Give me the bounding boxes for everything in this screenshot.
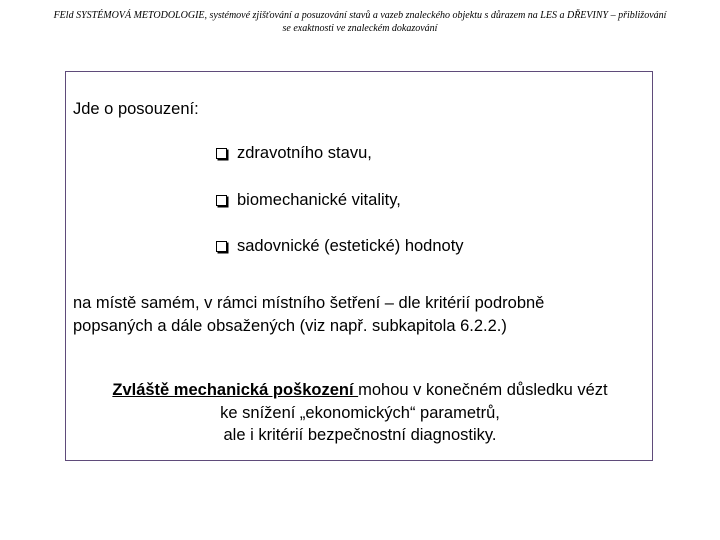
header-line-1: FEld SYSTÉMOVÁ METODOLOGIE, systémové zjišťování a posuzování stavů a vazeb znaleckého objektu s důrazem na LES a DŘEVINY – přibližování [53,10,667,21]
checkbox-bullet-icon [216,148,227,159]
paragraph-line-1: na místě samém, v rámci místního šetření – dle kritérií podrobně [73,294,545,312]
bullet-text: zdravotního stavu, [237,144,372,162]
conclusion-line-2: ke snížení „ekonomických“ parametrů, [220,403,500,422]
conclusion-line-1 [66,379,654,402]
list-item [216,142,464,189]
paragraph-line-2: popsaných a dále obsažených (viz např. subkapitola 6.2.2.) [73,316,507,335]
body-paragraph [73,292,643,337]
conclusion-line-3: ale i kritérií bezpečnostní diagnostiky. [223,426,497,444]
conclusion-line-1-rest: mohou v konečném důsledku vézt [358,381,608,399]
conclusion-paragraph [66,379,654,447]
checkbox-bullet-icon [216,195,227,206]
checkbox-bullet-icon [216,241,227,252]
list-item [216,235,464,282]
document-header [10,9,710,35]
bullet-text: sadovnické (estetické) hodnoty [237,237,464,255]
content-frame [65,71,653,461]
bullet-text: biomechanické vitality, [237,190,401,209]
header-line-2: se exaktnosti ve znaleckém dokazování [282,23,438,34]
intro-text: Jde o posouzení: [73,100,199,118]
list-item [216,189,464,236]
bullet-list [216,142,464,282]
emphasis-text: Zvláště mechanická poškození [112,381,359,399]
